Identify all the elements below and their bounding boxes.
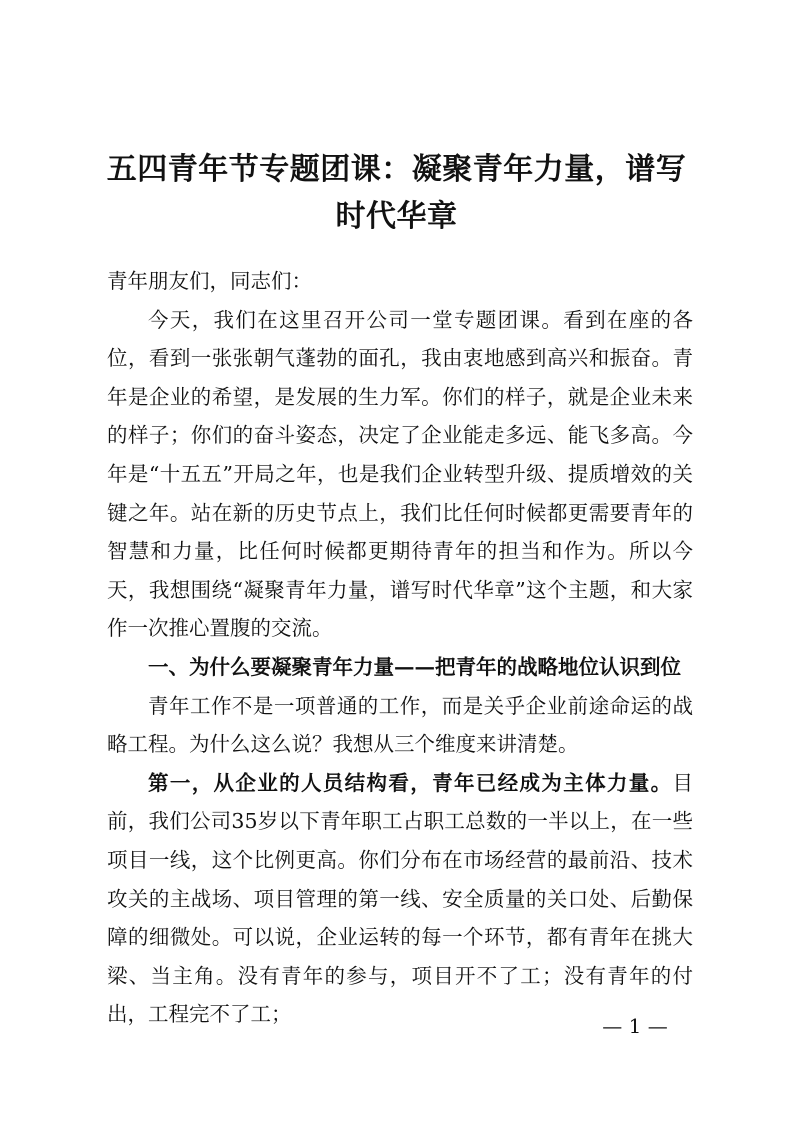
document-body xyxy=(107,262,693,1034)
salutation: 青年朋友们，同志们： xyxy=(107,269,312,293)
document-title: 五四青年节专题团课：凝聚青年力量，谱写时代华章 xyxy=(106,152,687,234)
paragraph-intro: 今天，我们在这里召开公司一堂专题团课。看到在座的各位，看到一张张朝气蓬勃的面孔，我由衷地感到高兴和振奋。青年是企业的希望，是发展的生力军。你们的样子，就是企业未来的样子；你们的奋斗姿态，决定了企业能走多远、能飞多高。今年是“十五五”开局之年，也是我们企业转型升级、提质增效的关键之年。站在新的历史节点上，我们比任何时候都更需要青年的智慧和力量，比任何时候都更期待青年的担当和作为。所以今天，我想围绕“凝聚青年力量，谱写时代华章”这个主题，和大家作一次推心置腹的交流。 xyxy=(107,307,693,641)
section-heading: 一、为什么要凝聚青年力量——把青年的战略地位认识到位 xyxy=(148,654,681,679)
paragraph-strategic: 青年工作不是一项普通的工作，而是关乎企业前途命运的战略工程。为什么这么说？我想从三个维度来讲清楚。 xyxy=(107,693,693,757)
paragraph-body-text: 目前，我们公司35岁以下青年职工占职工总数的一半以上，在一些项目一线，这个比例更高。你们分布在市场经营的最前沿、技术攻关的主战场、项目管理的第一线、安全质量的关口处、后勤保障的细微处。可以说，企业运转的每一个环节，都有青年在挑大梁、当主角。没有青年的参与，项目开不了工；没有青年的付出，工程完不了工； xyxy=(107,770,693,1027)
page-number: — 1 — xyxy=(602,1014,668,1038)
paragraph-first-point xyxy=(107,764,693,1034)
paragraph-lead-text: 第一，从企业的人员结构看，青年已经成为主体力量。 xyxy=(148,770,673,795)
